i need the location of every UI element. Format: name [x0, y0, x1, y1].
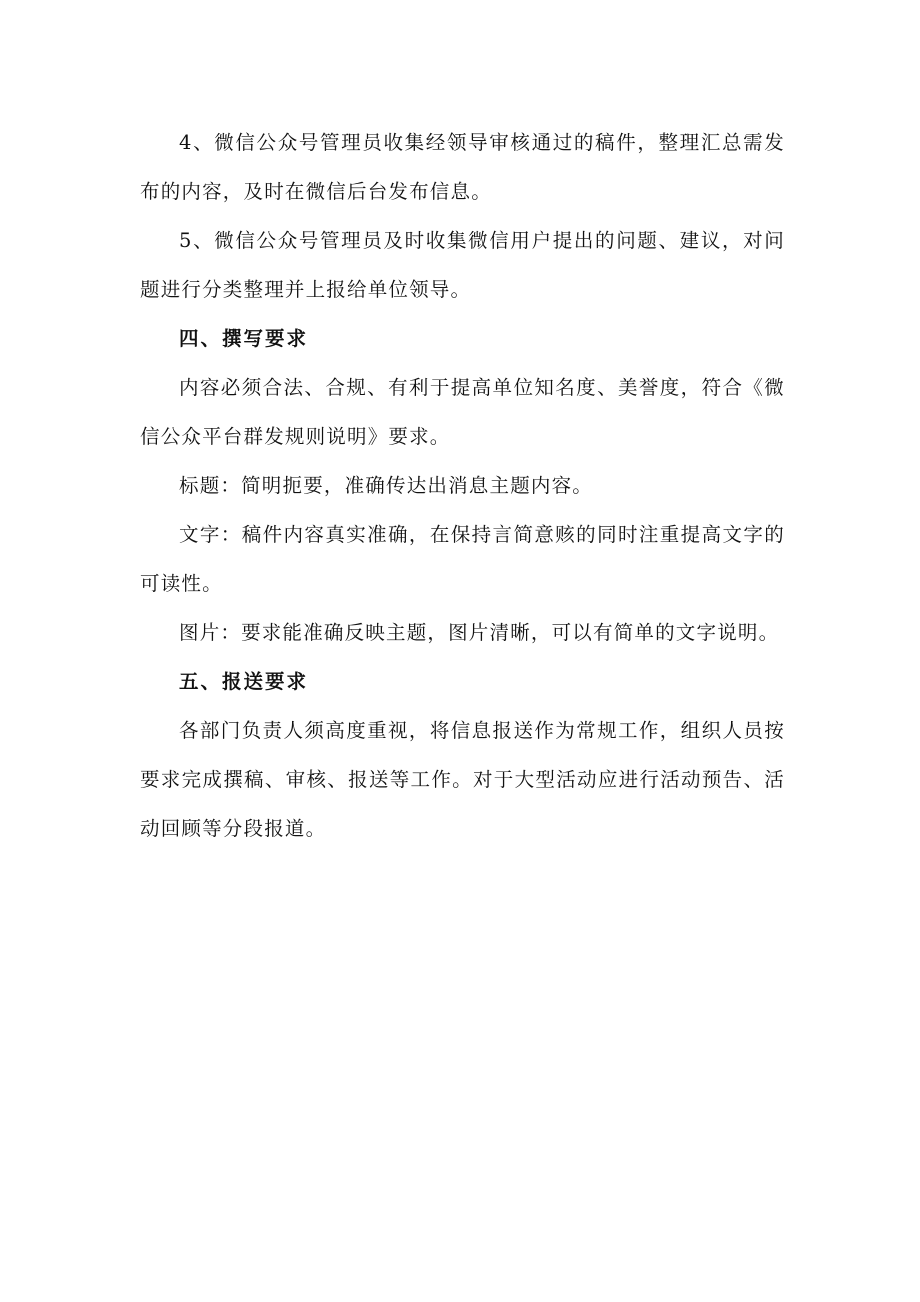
paragraph-item-5: 5、微信公众号管理员及时收集微信用户提出的问题、建议，对问题进行分类整理并上报给单位领导。	[140, 229, 785, 301]
paragraph-text-requirement: 文字：稿件内容真实准确，在保持言简意赅的同时注重提高文字的可读性。	[140, 523, 785, 595]
paragraph-item-4: 4、微信公众号管理员收集经领导审核通过的稿件，整理汇总需发布的内容，及时在微信后台发布信息。	[140, 131, 785, 203]
document-body	[140, 118, 785, 853]
section-heading-submission-requirements: 五、报送要求	[179, 670, 309, 693]
paragraph-image-requirement: 图片：要求能准确反映主题，图片清晰，可以有简单的文字说明。	[179, 621, 780, 644]
section-heading-writing-requirements: 四、撰写要求	[179, 327, 309, 350]
paragraph-title-requirement: 标题：简明扼要，准确传达出消息主题内容。	[179, 474, 594, 497]
paragraph-submission-requirement: 各部门负责人须高度重视，将信息报送作为常规工作，组织人员按要求完成撰稿、审核、报送等工作。对于大型活动应进行活动预告、活动回顾等分段报道。	[140, 719, 785, 840]
paragraph-content-requirement: 内容必须合法、合规、有利于提高单位知名度、美誉度，符合《微信公众平台群发规则说明》要求。	[140, 376, 785, 448]
